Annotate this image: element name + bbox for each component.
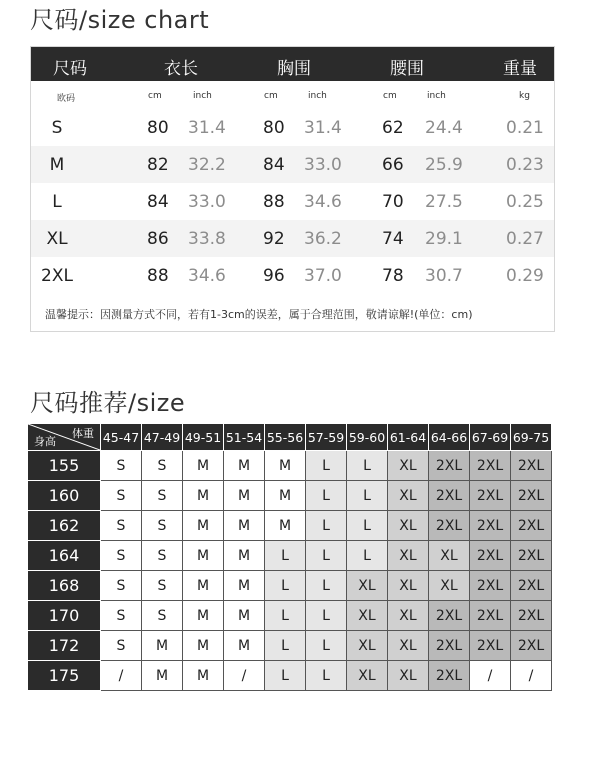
size-recommend-cell: / — [224, 661, 265, 691]
size-recommend-cell: XL — [388, 631, 429, 661]
size-cell-waist-in: 30.7 — [425, 266, 463, 286]
size-recommend-cell: L — [306, 541, 347, 571]
weight-header: 69-75 — [511, 424, 552, 451]
corner-weight-label: 体重 — [72, 427, 94, 440]
weight-header: 55-56 — [265, 424, 306, 451]
size-recommend-cell: L — [347, 481, 388, 511]
size-recommend-cell: L — [306, 601, 347, 631]
size-recommend-cell: 2XL — [511, 601, 552, 631]
size-recommend-cell: XL — [429, 541, 470, 571]
size-recommend-cell: S — [101, 601, 142, 631]
size-recommend-cell: L — [306, 481, 347, 511]
size-cell-waist-cm: 78 — [382, 266, 404, 286]
size-recommend-cell: M — [183, 661, 224, 691]
table-row — [28, 601, 552, 631]
size-chart-title: 尺码/size chart — [30, 6, 210, 34]
unit-chest-inch: inch — [308, 91, 327, 101]
size-cell-kg: 0.25 — [506, 192, 544, 212]
size-note: 温馨提示：因测量方式不同，若有1-3cm的误差，属于合理范围，敬请谅解!(单位：cm) — [45, 308, 473, 321]
size-recommend-cell: S — [101, 451, 142, 481]
table-row — [28, 571, 552, 601]
size-cell-chest-in: 37.0 — [304, 266, 342, 286]
size-recommend-cell: M — [265, 511, 306, 541]
size-recommend-cell: S — [142, 601, 183, 631]
size-recommend-cell: M — [183, 541, 224, 571]
header-weight: 重量 — [503, 59, 537, 79]
size-cell-waist-in: 24.4 — [425, 118, 463, 138]
size-recommend-cell: 2XL — [470, 511, 511, 541]
header-chest: 胸围 — [277, 59, 311, 79]
weight-header: 49-51 — [183, 424, 224, 451]
size-recommend-cell: L — [265, 631, 306, 661]
size-recommend-cell: L — [306, 661, 347, 691]
weight-header: 45-47 — [101, 424, 142, 451]
size-cell-size: M — [49, 155, 65, 175]
table-row — [28, 541, 552, 571]
size-cell-size: L — [52, 192, 62, 212]
size-cell-kg: 0.27 — [506, 229, 544, 249]
height-label: 175 — [28, 661, 101, 691]
size-recommend-cell: 2XL — [511, 481, 552, 511]
size-cell-len-cm: 80 — [147, 118, 169, 138]
weight-header: 59-60 — [347, 424, 388, 451]
size-recommend-cell: M — [265, 481, 306, 511]
size-recommend-cell: XL — [347, 571, 388, 601]
size-recommend-cell: L — [347, 451, 388, 481]
size-cell-waist-cm: 74 — [382, 229, 404, 249]
size-recommend-cell: XL — [347, 661, 388, 691]
size-recommend-cell: M — [183, 451, 224, 481]
size-recommend-cell: M — [183, 481, 224, 511]
size-cell-len-cm: 86 — [147, 229, 169, 249]
weight-header: 67-69 — [470, 424, 511, 451]
header-length: 衣长 — [164, 59, 198, 79]
size-recommend-cell: XL — [388, 541, 429, 571]
size-row — [31, 257, 554, 294]
size-cell-chest-cm: 92 — [263, 229, 285, 249]
size-row — [31, 183, 554, 220]
height-label: 162 — [28, 511, 101, 541]
size-recommend-cell: 2XL — [511, 631, 552, 661]
weight-header: 47-49 — [142, 424, 183, 451]
table-row — [28, 451, 552, 481]
size-recommend-cell: M — [224, 451, 265, 481]
table-row — [28, 481, 552, 511]
size-recommend-cell: M — [224, 631, 265, 661]
size-recommend-cell: M — [224, 571, 265, 601]
size-cell-waist-cm: 62 — [382, 118, 404, 138]
size-recommend-title: 尺码推荐/size — [30, 389, 186, 417]
table-row — [28, 631, 552, 661]
size-recommend-cell: M — [183, 631, 224, 661]
size-cell-len-cm: 88 — [147, 266, 169, 286]
table-row — [28, 511, 552, 541]
size-recommend-cell: S — [142, 511, 183, 541]
size-recommend-cell: S — [101, 481, 142, 511]
corner-height-label: 身高 — [34, 435, 56, 448]
size-cell-waist-cm: 70 — [382, 192, 404, 212]
size-cell-chest-cm: 96 — [263, 266, 285, 286]
size-recommend-cell: S — [101, 631, 142, 661]
size-recommend-cell: L — [265, 661, 306, 691]
size-recommend-cell: L — [265, 541, 306, 571]
size-row — [31, 220, 554, 257]
size-recommend-cell: XL — [388, 601, 429, 631]
weight-header: 57-59 — [306, 424, 347, 451]
size-recommend-cell: 2XL — [470, 571, 511, 601]
header-waist: 腰围 — [390, 59, 424, 79]
size-cell-waist-in: 29.1 — [425, 229, 463, 249]
size-recommend-cell: S — [101, 511, 142, 541]
unit-length-cm: cm — [148, 91, 162, 101]
size-cell-kg: 0.23 — [506, 155, 544, 175]
size-cell-chest-in: 36.2 — [304, 229, 342, 249]
size-recommend-cell: L — [306, 631, 347, 661]
size-recommend-cell: XL — [347, 631, 388, 661]
size-recommend-cell: 2XL — [511, 571, 552, 601]
weight-header: 51-54 — [224, 424, 265, 451]
size-recommend-cell: L — [306, 511, 347, 541]
size-recommend-cell: 2XL — [511, 541, 552, 571]
height-label: 164 — [28, 541, 101, 571]
unit-waist-inch: inch — [427, 91, 446, 101]
size-recommend-cell: XL — [388, 571, 429, 601]
size-recommend-cell: L — [306, 571, 347, 601]
size-recommend-cell: L — [265, 571, 306, 601]
size-recommend-cell: XL — [388, 451, 429, 481]
size-cell-len-cm: 82 — [147, 155, 169, 175]
size-recommend-cell: XL — [388, 481, 429, 511]
height-label: 172 — [28, 631, 101, 661]
size-recommend-cell: / — [511, 661, 552, 691]
size-recommend-cell: 2XL — [429, 451, 470, 481]
size-row — [31, 109, 554, 146]
size-recommend-cell: L — [347, 541, 388, 571]
size-recommend-cell: 2XL — [511, 451, 552, 481]
size-recommend-cell: / — [101, 661, 142, 691]
size-recommend-cell: M — [224, 511, 265, 541]
size-cell-len-in: 33.0 — [188, 192, 226, 212]
size-recommend-cell: 2XL — [470, 451, 511, 481]
size-recommend-cell: 2XL — [470, 541, 511, 571]
size-cell-kg: 0.21 — [506, 118, 544, 138]
size-recommend-cell: 2XL — [470, 601, 511, 631]
size-cell-chest-cm: 84 — [263, 155, 285, 175]
header-size: 尺码 — [53, 59, 87, 79]
weight-header: 64-66 — [429, 424, 470, 451]
unit-chest-cm: cm — [264, 91, 278, 101]
size-recommend-cell: 2XL — [470, 481, 511, 511]
size-chart-table — [30, 46, 555, 332]
height-label: 170 — [28, 601, 101, 631]
size-recommend-cell: XL — [388, 511, 429, 541]
size-cell-kg: 0.29 — [506, 266, 544, 286]
height-label: 168 — [28, 571, 101, 601]
size-recommend-cell: S — [101, 571, 142, 601]
size-recommend-cell: M — [224, 541, 265, 571]
size-recommend-cell: S — [142, 481, 183, 511]
size-recommend-cell: M — [224, 601, 265, 631]
size-cell-waist-in: 27.5 — [425, 192, 463, 212]
size-recommend-cell: M — [265, 451, 306, 481]
size-recommend-cell: 2XL — [470, 631, 511, 661]
size-recommend-cell: XL — [429, 571, 470, 601]
grid-corner — [28, 424, 101, 451]
size-recommend-cell: M — [183, 601, 224, 631]
size-recommend-cell: XL — [347, 601, 388, 631]
size-row — [31, 146, 554, 183]
size-recommend-cell: M — [224, 481, 265, 511]
size-recommend-cell: L — [306, 451, 347, 481]
size-cell-chest-cm: 80 — [263, 118, 285, 138]
size-recommend-table — [27, 423, 552, 691]
size-recommend-cell: S — [142, 541, 183, 571]
unit-weight: kg — [519, 91, 530, 101]
size-cell-chest-cm: 88 — [263, 192, 285, 212]
size-recommend-cell: 2XL — [429, 601, 470, 631]
size-cell-chest-in: 34.6 — [304, 192, 342, 212]
size-cell-size: XL — [46, 229, 68, 249]
size-recommend-cell: S — [142, 571, 183, 601]
size-recommend-cell: 2XL — [429, 481, 470, 511]
size-recommend-cell: M — [142, 661, 183, 691]
size-recommend-cell: 2XL — [511, 511, 552, 541]
table-row — [28, 661, 552, 691]
size-cell-waist-in: 25.9 — [425, 155, 463, 175]
unit-length-inch: inch — [193, 91, 212, 101]
height-label: 160 — [28, 481, 101, 511]
height-label: 155 — [28, 451, 101, 481]
size-cell-chest-in: 31.4 — [304, 118, 342, 138]
size-cell-len-in: 31.4 — [188, 118, 226, 138]
size-recommend-cell: L — [347, 511, 388, 541]
size-recommend-cell: M — [142, 631, 183, 661]
unit-waist-cm: cm — [383, 91, 397, 101]
size-recommend-cell: XL — [388, 661, 429, 691]
unit-size: 欧码 — [57, 94, 76, 104]
size-recommend-cell: S — [101, 541, 142, 571]
size-cell-len-in: 33.8 — [188, 229, 226, 249]
size-cell-waist-cm: 66 — [382, 155, 404, 175]
size-recommend-cell: S — [142, 451, 183, 481]
size-recommend-cell: L — [265, 601, 306, 631]
weight-header: 61-64 — [388, 424, 429, 451]
size-recommend-cell: M — [183, 571, 224, 601]
size-chart-header — [31, 47, 554, 81]
size-recommend-cell: M — [183, 511, 224, 541]
size-cell-size: S — [51, 118, 63, 138]
size-cell-len-cm: 84 — [147, 192, 169, 212]
size-recommend-cell: 2XL — [429, 661, 470, 691]
size-cell-chest-in: 33.0 — [304, 155, 342, 175]
size-recommend-cell: / — [470, 661, 511, 691]
size-recommend-cell: 2XL — [429, 631, 470, 661]
size-recommend-cell: 2XL — [429, 511, 470, 541]
size-cell-len-in: 34.6 — [188, 266, 226, 286]
size-cell-len-in: 32.2 — [188, 155, 226, 175]
size-cell-size: 2XL — [41, 266, 73, 286]
